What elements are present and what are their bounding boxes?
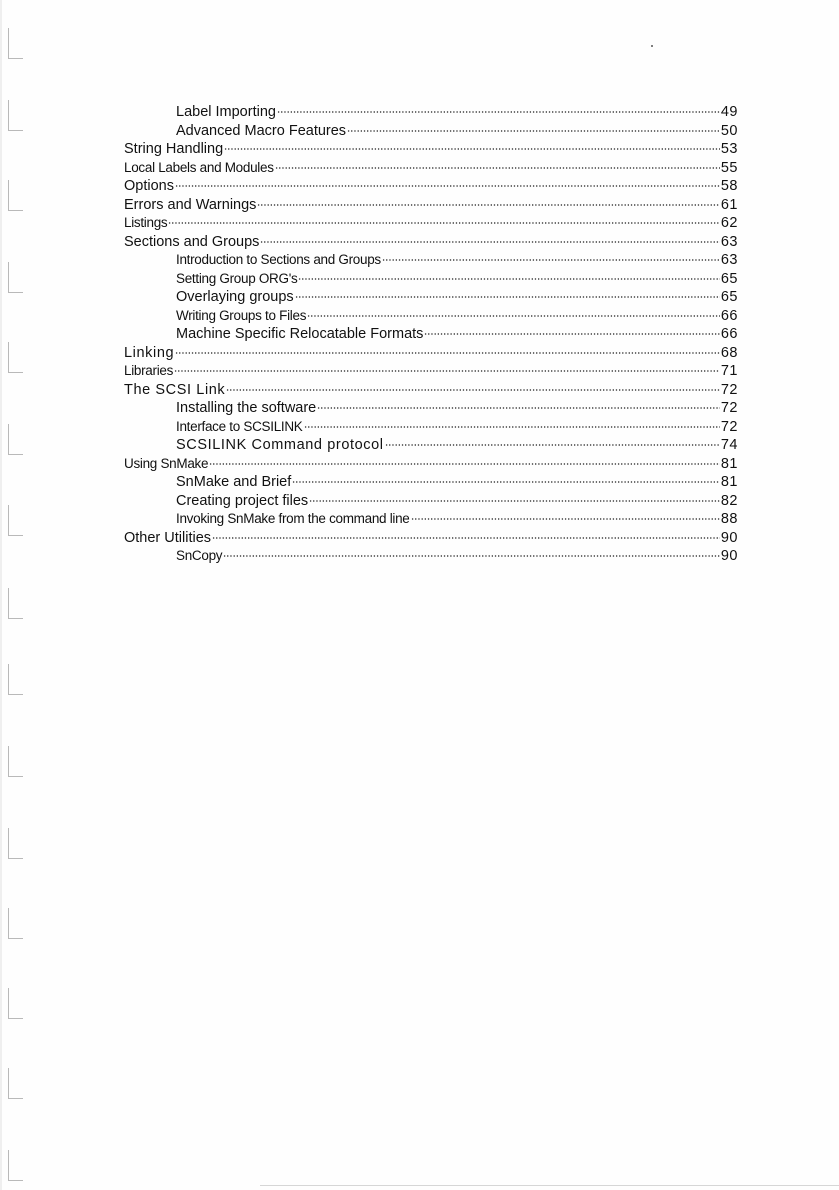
toc-entry (124, 381, 738, 400)
toc-entry-page-number: 90 (720, 529, 738, 546)
toc-dot-leader (224, 146, 720, 150)
toc-dot-leader (347, 128, 720, 132)
toc-entry (124, 547, 738, 566)
toc-entry-page-number: 50 (720, 122, 738, 139)
binder-mark (8, 424, 23, 455)
binder-mark (8, 100, 23, 131)
toc-entry-page-number: 74 (720, 437, 738, 453)
binder-mark (8, 1150, 23, 1181)
toc-entry-page-number: 63 (720, 233, 738, 250)
toc-entry-page-number: 72 (720, 418, 738, 435)
toc-dot-leader (382, 257, 720, 261)
toc-entry-title: Local Labels and Modules (124, 159, 274, 175)
binder-mark (8, 988, 23, 1019)
toc-dot-leader (309, 498, 720, 502)
toc-entry-title: String Handling (124, 141, 224, 157)
binder-mark (8, 180, 23, 211)
toc-entry (124, 196, 738, 215)
toc-dot-leader (212, 535, 720, 539)
toc-entry-title: Creating project files (176, 492, 309, 509)
toc-dot-leader (298, 276, 719, 280)
toc-entry (124, 103, 738, 122)
toc-dot-leader (424, 331, 719, 335)
toc-entry-page-number: 65 (720, 289, 738, 305)
toc-entry-title: Options (124, 178, 174, 194)
toc-entry-title: Invoking SnMake from the command line (176, 511, 410, 526)
toc-entry-title: Label Importing (176, 104, 276, 120)
binder-mark (8, 908, 23, 939)
table-of-contents (124, 103, 738, 566)
toc-entry-page-number: 49 (720, 104, 738, 120)
toc-entry-title: Other Utilities (124, 529, 212, 546)
binder-mark (8, 342, 23, 373)
toc-entry-title: Introduction to Sections and Groups (176, 252, 381, 267)
toc-entry-title: Advanced Macro Features (176, 122, 347, 139)
toc-entry-title: SCSILINK Command protocol (176, 437, 384, 453)
toc-dot-leader (304, 424, 720, 428)
toc-dot-leader (175, 350, 720, 354)
toc-entry-title: Linking (124, 344, 175, 361)
toc-entry-page-number: 62 (720, 215, 738, 231)
toc-entry-title: Setting Group ORG's (176, 270, 298, 286)
binder-mark (8, 262, 23, 293)
toc-entry-page-number: 58 (720, 178, 738, 194)
toc-entry (124, 122, 738, 141)
toc-entry-page-number: 66 (720, 307, 738, 324)
toc-entry (124, 529, 738, 548)
toc-dot-leader (385, 442, 720, 446)
toc-entry-page-number: 88 (720, 511, 738, 527)
toc-dot-leader (277, 109, 720, 113)
toc-entry (124, 270, 738, 289)
toc-dot-leader (317, 405, 720, 409)
toc-entry-page-number: 65 (720, 270, 738, 287)
binder-mark (8, 664, 23, 695)
toc-entry-title: Libraries (124, 363, 174, 378)
toc-entry (124, 436, 738, 455)
toc-entry (124, 288, 738, 307)
toc-entry (124, 177, 738, 196)
toc-dot-leader (174, 368, 720, 372)
toc-entry-title: Writing Groups to Files (176, 307, 307, 323)
toc-entry-page-number: 82 (720, 492, 738, 509)
toc-entry (124, 307, 738, 326)
toc-dot-leader (223, 553, 720, 557)
binder-mark (8, 1068, 23, 1099)
toc-entry-page-number: 81 (720, 474, 738, 490)
toc-entry-title: SnMake and Brief (176, 474, 292, 490)
toc-entry (124, 399, 738, 418)
page-left-edge (0, 0, 2, 1190)
binder-mark (8, 505, 23, 536)
toc-entry-title: SnCopy (176, 548, 223, 563)
page-bottom-edge (260, 1185, 839, 1186)
binder-mark (8, 28, 23, 59)
toc-entry-page-number: 81 (720, 455, 738, 472)
toc-entry (124, 510, 738, 529)
toc-dot-leader (168, 220, 719, 224)
toc-dot-leader (260, 239, 719, 243)
toc-entry-title: Overlaying groups (176, 289, 294, 305)
toc-entry-page-number: 72 (720, 381, 738, 398)
toc-entry (124, 492, 738, 511)
toc-entry-page-number: 90 (720, 548, 738, 564)
toc-entry-page-number: 53 (720, 141, 738, 157)
toc-entry-title: Using SnMake (124, 455, 209, 471)
toc-entry-title: Sections and Groups (124, 233, 260, 250)
toc-entry-page-number: 68 (720, 344, 738, 361)
toc-entry (124, 473, 738, 492)
binder-mark (8, 588, 23, 619)
toc-entry (124, 418, 738, 437)
toc-dot-leader (411, 516, 720, 520)
toc-entry-title: Errors and Warnings (124, 196, 257, 213)
toc-entry-title: Interface to SCSILINK (176, 418, 303, 434)
toc-entry (124, 140, 738, 159)
toc-entry (124, 344, 738, 363)
toc-entry (124, 159, 738, 178)
binder-mark (8, 828, 23, 859)
toc-entry-page-number: 63 (720, 252, 738, 268)
toc-entry (124, 455, 738, 474)
toc-entry-page-number: 71 (720, 363, 738, 379)
toc-entry-page-number: 72 (720, 400, 738, 416)
toc-entry-title: Listings (124, 215, 168, 230)
binder-mark (8, 746, 23, 777)
toc-dot-leader (257, 202, 719, 206)
toc-entry-title: The SCSI Link (124, 381, 226, 398)
toc-dot-leader (209, 461, 720, 465)
toc-entry-page-number: 61 (720, 196, 738, 213)
toc-entry-page-number: 55 (720, 159, 738, 176)
toc-dot-leader (175, 183, 720, 187)
toc-entry (124, 233, 738, 252)
toc-dot-leader (292, 479, 720, 483)
toc-entry (124, 251, 738, 270)
toc-dot-leader (275, 165, 720, 169)
paper-speck (651, 45, 653, 47)
toc-dot-leader (226, 387, 720, 391)
toc-entry-title: Machine Specific Relocatable Formats (176, 326, 424, 342)
toc-entry-page-number: 66 (720, 326, 738, 342)
toc-entry-title: Installing the software (176, 400, 317, 416)
toc-dot-leader (295, 294, 720, 298)
toc-entry (124, 325, 738, 344)
toc-entry (124, 362, 738, 381)
toc-dot-leader (307, 313, 720, 317)
toc-entry (124, 214, 738, 233)
